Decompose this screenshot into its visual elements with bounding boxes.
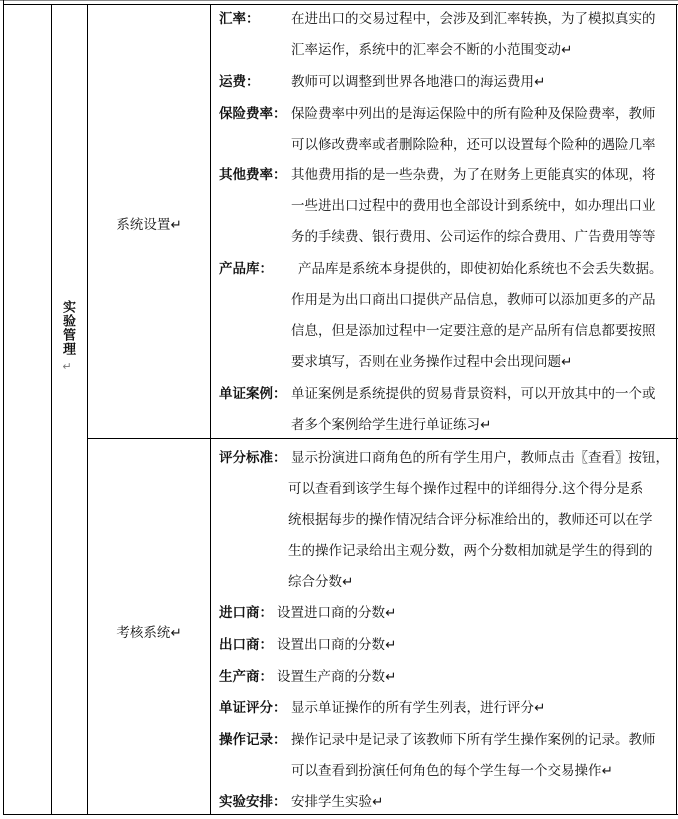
item-line: 汇率运作，系统中的汇率会不断的小范围变动↵ — [291, 42, 573, 58]
item-line: 安排学生实验↵ — [291, 794, 384, 810]
item-line: 设置进口商的分数↵ — [277, 605, 397, 621]
item-line: 可以修改费率或者删除险种，还可以设置每个险种的遇险几率 — [291, 137, 656, 153]
item-line: 作用是为出口商出口提供产品信息，教师可以添加更多的产品 — [291, 292, 656, 308]
item-line: 产品库是系统本身提供的，即使初始化系统也不会丢失数据。 — [298, 261, 663, 277]
column-divider-3 — [210, 4, 211, 815]
item-line: 操作记录中是记录了该教师下所有学生操作案例的记录。教师 — [291, 732, 656, 748]
table-right-border — [676, 4, 677, 815]
item-line: 者多个案例给学生进行单证练习↵ — [291, 417, 492, 433]
item-label: 运费： — [219, 74, 260, 90]
item-label: 生产商： — [219, 669, 273, 685]
item-line: 设置出口商的分数↵ — [277, 637, 397, 653]
item-line: 在进出口的交易过程中，会涉及到汇率转换，为了模拟真实的 — [291, 11, 656, 27]
module-name-assessment-system: 考核系统↵ — [116, 625, 182, 641]
item-label: 保险费率： — [219, 106, 287, 122]
item-label: 单证评分： — [219, 700, 287, 716]
item-line: 保险费率中列出的是海运保险中的所有险种及保险费率，教师 — [291, 106, 656, 122]
item-line: 教师可以调整到世界各地港口的海运费用↵ — [291, 74, 546, 90]
item-line: 其他费用指的是一些杂费，为了在财务上更能真实的体现，将 — [291, 167, 656, 183]
item-line: 生的操作记录给出主观分数，两个分数相加就是学生的得到的 — [288, 543, 653, 559]
item-label: 汇率： — [219, 11, 260, 27]
item-line: 信息，但是添加过程中一定要注意的是产品所有信息都要按照 — [291, 323, 656, 339]
item-line: 可以查看到扮演任何角色的每个学生每一个交易操作↵ — [291, 763, 613, 779]
item-label: 进口商： — [219, 605, 273, 621]
item-line: 统根据每步的操作情况结合评分标准给出的，教师还可以在学 — [288, 512, 653, 528]
section-label-text: 实验管理 — [60, 300, 75, 356]
assessment-items — [219, 0, 671, 815]
item-line: 显示单证操作的所有学生列表，进行评分↵ — [291, 700, 546, 716]
item-line: 单证案例是系统提供的贸易背景资料，可以开放其中的一个或 — [291, 386, 656, 402]
table-left-border — [3, 0, 4, 815]
item-label: 其他费率： — [219, 167, 287, 183]
item-label: 实验安排： — [219, 794, 287, 810]
section-label — [56, 300, 78, 374]
column-divider-2 — [87, 4, 88, 815]
item-label: 产品库： — [219, 261, 273, 277]
item-line: 务的手续费、银行费用、公司运作的综合费用、广告费用等等 — [291, 229, 656, 245]
item-label: 评分标准： — [219, 450, 287, 466]
item-label: 单证案例： — [219, 386, 287, 402]
item-line: 可以查看到该学生每个操作过程中的详细得分.这个得分是系 — [288, 481, 644, 497]
module-name-system-settings: 系统设置↵ — [116, 217, 182, 233]
item-line: 一些进出口过程中的费用也全部设计到系统中，如办理出口业 — [291, 198, 656, 214]
column-divider-1 — [51, 4, 52, 815]
item-line: 综合分数↵ — [288, 574, 354, 590]
item-label: 出口商： — [219, 637, 273, 653]
item-line: 设置生产商的分数↵ — [277, 669, 397, 685]
item-label: 操作记录： — [219, 732, 287, 748]
paragraph-mark: ↵ — [62, 360, 72, 373]
item-line: 要求填写，否则在业务操作过程中会出现问题↵ — [291, 354, 573, 370]
item-line: 显示扮演进口商角色的所有学生用户，教师点击〖查看〗按钮， — [291, 450, 669, 466]
